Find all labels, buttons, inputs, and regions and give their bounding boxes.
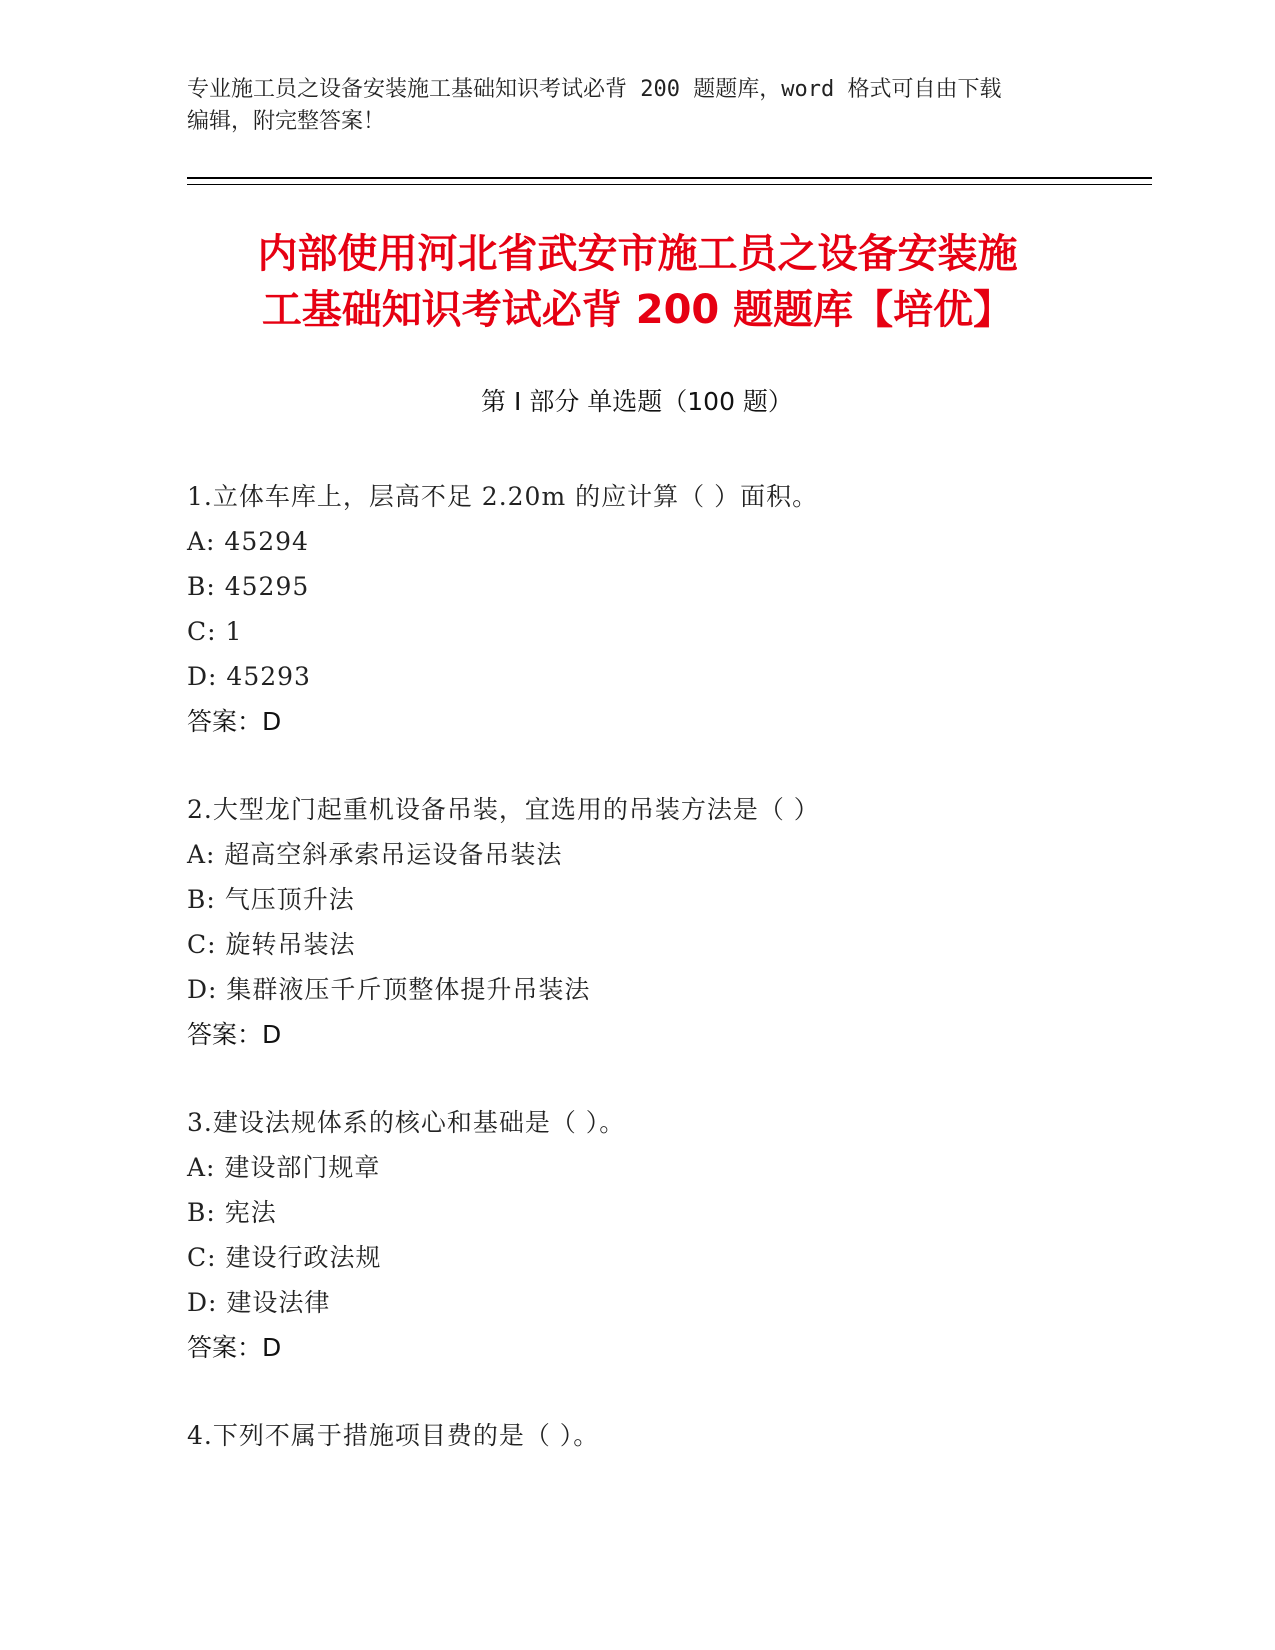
option-a: A: 超高空斜承索吊运设备吊装法	[187, 840, 563, 869]
header-note-line-2: 编辑，附完整答案！	[187, 109, 386, 134]
document-title-line-2: 工基础知识考试必背 200 题题库【培优】	[261, 287, 1014, 333]
question-4	[187, 1413, 1147, 1458]
option-b: B: 45295	[187, 572, 310, 601]
question-stem: 2.大型龙门起重机设备吊装，宜选用的吊装方法是（ ）	[187, 795, 820, 824]
question-stem: 1.立体车库上，层高不足 2.20m 的应计算（ ）面积。	[187, 482, 819, 511]
answer: 答案：D	[187, 1020, 282, 1049]
question-list	[187, 474, 1147, 1501]
option-d: D: 建设法律	[187, 1288, 331, 1317]
option-c: C: 旋转吊装法	[187, 930, 356, 959]
option-b: B: 宪法	[187, 1198, 277, 1227]
option-a: A: 建设部门规章	[187, 1153, 381, 1182]
question-2	[187, 787, 1147, 1057]
question-3	[187, 1100, 1147, 1370]
document-title-line-1: 内部使用河北省武安市施工员之设备安装施	[257, 231, 1018, 277]
header-rule-thick	[187, 177, 1152, 179]
option-c: C: 1	[187, 617, 243, 646]
section-heading: 第 I 部分 单选题（100 题）	[481, 387, 793, 416]
option-b: B: 气压顶升法	[187, 885, 355, 914]
option-d: D: 45293	[187, 662, 311, 691]
question-1	[187, 474, 1147, 744]
header-rule-thin	[187, 184, 1152, 185]
option-a: A: 45294	[187, 527, 309, 556]
answer: 答案：D	[187, 707, 282, 736]
question-stem: 3.建设法规体系的核心和基础是（ ）。	[187, 1108, 626, 1137]
question-stem: 4.下列不属于措施项目费的是（ ）。	[187, 1421, 600, 1450]
answer: 答案：D	[187, 1333, 282, 1362]
header-note	[187, 74, 1087, 138]
option-c: C: 建设行政法规	[187, 1243, 382, 1272]
header-note-line-1: 专业施工员之设备安装施工基础知识考试必背 200 题题库，word 格式可自由下载	[187, 77, 1002, 102]
option-d: D: 集群液压千斤顶整体提升吊装法	[187, 975, 591, 1004]
document-title	[150, 226, 1125, 338]
